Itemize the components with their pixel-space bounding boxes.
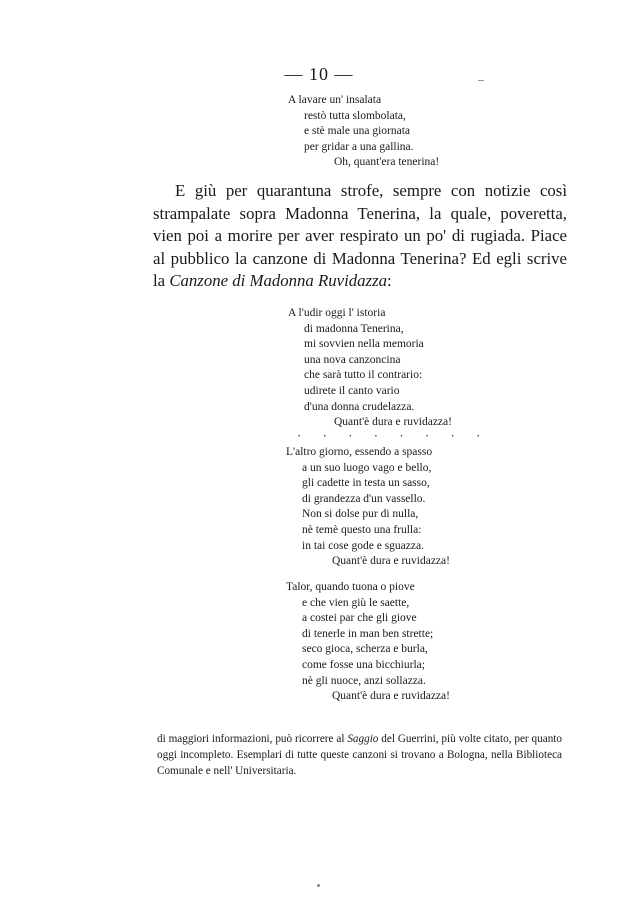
verse-line: per gridar a una gallina. [304,140,414,153]
verse-line: L'altro giorno, essendo a spasso [286,446,433,458]
verse-line: d'una donna crudelazza. [304,400,415,413]
paragraph-text: E giù per quarantuna strofe, sempre con notizie così strampalate sopra Madonna Tenerina, la quale, poveretta, vien poi a morire per aver respirato un po' di rugiada. Piace al pubblico la canzone di Madonna Tenerina? Ed egli scrive la [153,181,567,290]
verse-line: seco gioca, scherza e burla, [302,643,428,656]
print-mark [478,80,484,81]
verse-line: in tai cose gode e sguazza. [302,539,424,552]
body-paragraph [153,180,567,293]
footnote-italic: Saggio [347,733,379,745]
verse-line: nè gli nuoce, anzi sollazza. [302,674,426,687]
verse-line: a costei par che gli giove [302,612,417,625]
verse-line: di grandezza d'un vassello. [302,492,426,505]
footnote-text-end: del Guerrini, più volte citato, per quanto oggi incompleto. Esemplari di tutte queste canzoni si trovano a Bologna, nella Biblioteca Comunale e nell' Universitaria. [157,733,562,777]
verse-line: restò tutta slombolata, [304,109,406,122]
verse-line: una nova canzoncina [304,353,401,366]
verse-line: nè temè questo una frulla: [302,523,422,536]
song-title: Canzone di Madonna Ruvidazza [169,271,387,290]
paper-speck [317,884,320,887]
verse-stanza-1 [288,93,439,171]
verse-line: che sarà tutto il contrario: [304,369,423,382]
verse-line: udirete il canto vario [304,384,400,397]
verse-line: di tenerle in man ben strette; [302,627,434,640]
verse-stanza-4 [286,580,450,705]
paragraph-text-end: : [387,271,392,290]
verse-stanza-2 [288,306,452,431]
verse-refrain: Quant'è dura e ruvidazza! [334,416,452,429]
verse-line: A l'udir oggi l' istoria [288,307,386,319]
verse-line: Non si dolse pur di nulla, [302,508,419,521]
footnote [157,731,562,779]
verse-refrain: Oh, quant'era tenerina! [334,156,440,169]
verse-line: e stè male una giornata [304,125,411,138]
verse-line: gli cadette in testa un sasso, [302,477,430,490]
verse-line: Talor, quando tuona o piove [286,581,415,593]
verse-stanza-3 [286,445,450,570]
footnote-text: di maggiori informazioni, può ricorrere al [157,733,348,745]
stanza-separator: · · · · · · · · [297,428,490,443]
verse-line: A lavare un' insalata [288,94,382,106]
verse-line: e che vien giù le saette, [302,596,410,609]
verse-refrain: Quant'è dura e ruvidazza! [332,555,450,568]
page-number: — 10 — [284,64,354,84]
verse-line: mi sovvien nella memoria [304,338,424,351]
verse-line: di madonna Tenerina, [304,322,404,335]
verse-line: come fosse una bicchiurla; [302,658,425,671]
verse-line: a un suo luogo vago e bello, [302,461,432,474]
verse-refrain: Quant'è dura e ruvidazza! [332,690,450,703]
